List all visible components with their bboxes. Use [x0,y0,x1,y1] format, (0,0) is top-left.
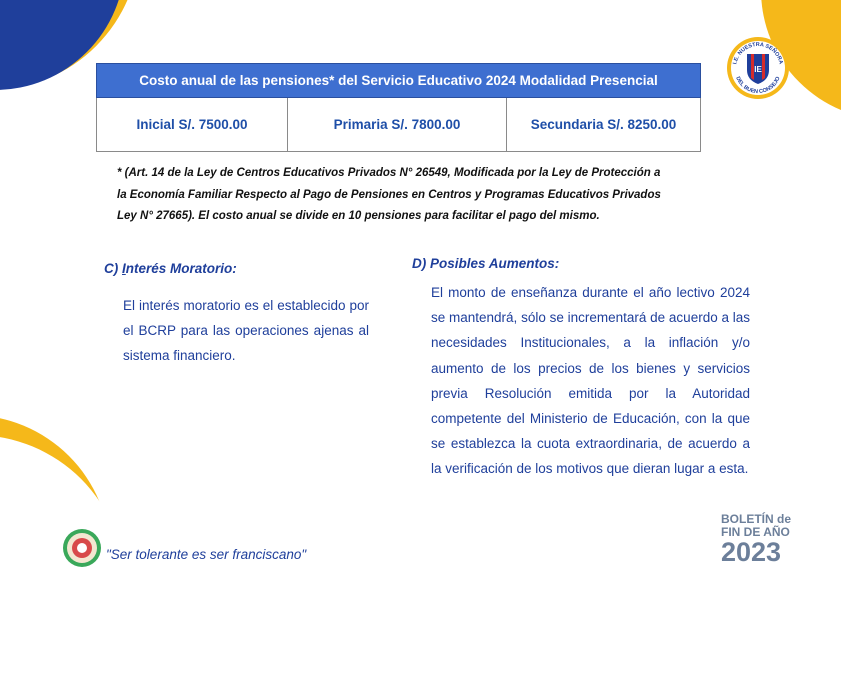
svg-text:IE: IE [754,65,762,74]
footnote-line-1: * (Art. 14 de la Ley de Centros Educativos Privados N° 26549, Modificada por la Ley de Protección a [117,167,661,179]
fee-cell-secundaria: Secundaria S/. 8250.00 [507,98,701,152]
section-d-heading: D) Posibles Aumentos: [412,256,560,271]
footnote-line-2: la Economía Familiar Respecto al Pago de Pensiones en Centros y Programas Educativos Privados [117,188,661,201]
fees-table [96,63,701,152]
fee-cell-inicial: Inicial S/. 7500.00 [97,98,288,152]
fee-cell-primaria: Primaria S/. 7800.00 [288,98,507,152]
motto-quote: "Ser tolerante es ser franciscano" [106,547,307,562]
section-c-body: El interés moratorio es el establecido por el BCRP para las operaciones ajenas al sistema financiero. [123,298,369,364]
school-crest-logo [726,36,790,100]
section-d-body: El monto de enseñanza durante el año lectivo 2024 se mantendrá, sólo se incrementará de acuerdo a las necesidades Institucionales, a la inflación y/o aumento de los precios de los bienes y servicios previa Resolución emitida por la Autoridad competente del Ministerio de Educación, con la que se establezca la cuota extraordinaria, de acuerdo a la verificación de los motivos que dieran lugar a esta. [431,285,750,477]
fees-footnote [117,163,692,228]
boletin-line-2: FIN DE AÑO [720,525,790,539]
boletin-line-1: BOLETÍN de [720,512,791,526]
svg-text:DEL BUEN CONSEJO: DEL BUEN CONSEJO [734,75,782,96]
section-c-heading: C) Interés Moratorio: [104,261,237,276]
footnote-line-3: Ley N° 27665). El costo anual se divide en 10 pensiones para facilitar el pago del mismo. [117,210,600,222]
boletin-title [721,513,791,566]
boletin-year: 2023 [720,537,782,567]
fees-table-header: Costo anual de las pensiones* del Servicio Educativo 2024 Modalidad Presencial [97,64,701,98]
svg-text:I.E. NUESTRA SEÑORA: I.E. NUESTRA SEÑORA [732,41,784,65]
franciscan-emblem-icon [62,528,102,568]
